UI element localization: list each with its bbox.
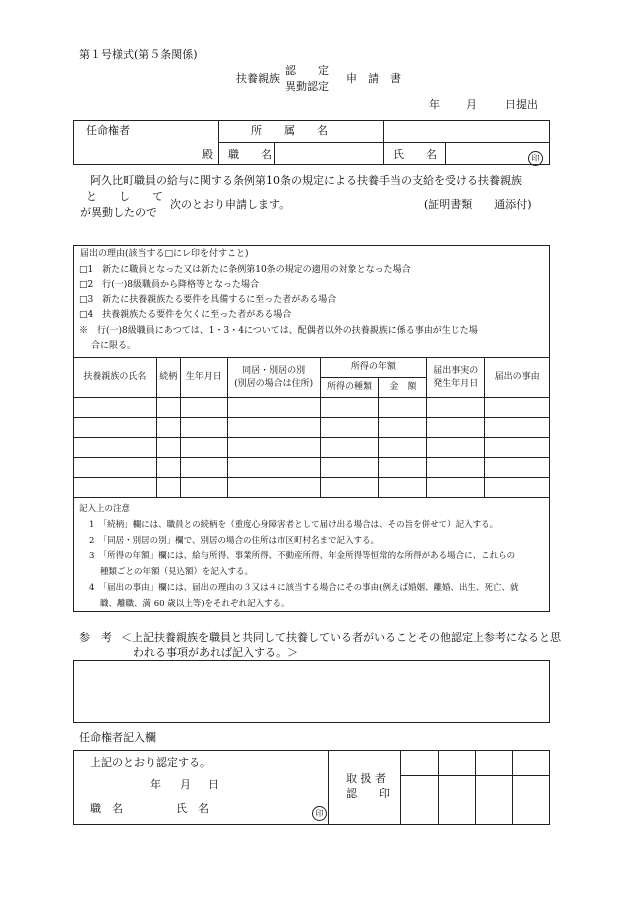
- col-header-fact-date: 届出事実の 発生年月日: [427, 358, 485, 398]
- title-prefix: 扶養親族: [236, 72, 280, 85]
- instruction-item-4: 4 「届出の事由」欄には、届出の理由の３又は４に該当する場合にその事由(例えば婚姻、離婚、出生、死亡、就: [89, 583, 519, 593]
- col-header-residence-main: 同居・別居の別: [242, 365, 306, 376]
- table-row[interactable]: [74, 398, 550, 418]
- remarks-box[interactable]: [73, 660, 550, 723]
- seal-icon: 印: [528, 146, 543, 166]
- col-header-reason: 届出の事由: [485, 358, 550, 398]
- instruction-item-2: 2 「同居・別居の別」欄で、別居の場合の住所は市区町村名まで記入する。: [89, 536, 379, 546]
- table-row[interactable]: [74, 438, 550, 458]
- reasons-note-line1: ※ 行(一)8級職員にあつては、1・3・4については、配偶者以外の扶養親族に係る事由が生じた場: [79, 326, 478, 336]
- handler-label: 取 扱 者: [346, 772, 386, 785]
- intro-option-changed: が異動したので: [80, 206, 157, 219]
- cert-year: 年: [150, 778, 161, 791]
- intro-option-as: と し て: [86, 190, 163, 203]
- intro-line1: 阿久比町職員の給与に関する条例第10条の規定による扶養手当の支給を受ける扶養親族: [90, 174, 522, 187]
- instruction-item-3: 3 「所得の年額」欄には、給与所得、事業所得、不動産所得、年金所得等恒常的な所得がある場合に、これらの: [89, 551, 516, 561]
- col-header-income: 所得の年額: [320, 358, 427, 378]
- col-header-birth: 生年月日: [180, 358, 227, 398]
- family-table: [73, 357, 550, 498]
- position-label: 職 名: [228, 148, 272, 161]
- remarks-text-line1: ＜上記扶養親族を職員と共同して扶養している者がいることその他認定上参考になると思: [121, 631, 561, 644]
- remarks-text-line2: われる事項があれば記入する。＞: [133, 646, 298, 659]
- affiliation-label: 所 属 名: [251, 124, 328, 137]
- appointer-section-heading: 任命権者記入欄: [79, 731, 156, 744]
- cert-name: 氏 名: [176, 802, 209, 815]
- reason-item-1[interactable]: □1 新たに職員となった又は新たに条例第10条の規定の適用の対象となった場合: [79, 265, 411, 275]
- table-row[interactable]: [74, 478, 550, 498]
- col-header-income-amount: 金 額: [379, 378, 427, 398]
- reason-item-4[interactable]: □4 扶養親族たる要件を欠くに至った者がある場合: [79, 310, 292, 320]
- col-header-name: 扶養親族の氏名: [74, 358, 157, 398]
- instruction-item-1: 1 「続柄」欄には、職員との続柄を（重度心身障害者として届け出る場合は、その旨を併せて）記入する。: [89, 520, 499, 530]
- cert-day: 日: [208, 778, 219, 791]
- title-option-change: 異動認定: [285, 80, 329, 93]
- reason-item-3[interactable]: □3 新たに扶養親族たる要件を具備するに至った者がある場合: [79, 295, 337, 305]
- instruction-item-3-cont: 種類ごとの年額（見込額）を記入する。: [100, 567, 254, 577]
- intro-line2: 次のとおり申請します。: [170, 198, 291, 211]
- title-suffix: 申 請 書: [346, 72, 401, 85]
- table-row[interactable]: [74, 458, 550, 478]
- honorific: 殿: [202, 148, 213, 161]
- reason-item-2[interactable]: □2 行(一)8級職員から降格等となった場合: [79, 280, 259, 290]
- handler-seal-label: 認 印: [346, 787, 390, 800]
- col-header-residence-sub: (別居の場合は住所): [234, 378, 314, 389]
- title-option-certify: 認 定: [285, 64, 329, 77]
- col-header-income-type: 所得の種類: [320, 378, 379, 398]
- instructions-heading: 記入上の注意: [79, 504, 131, 514]
- date-day-submitted: 日提出: [505, 98, 538, 111]
- appointer-label: 任命権者: [86, 124, 130, 137]
- cert-month: 月: [180, 778, 191, 791]
- reasons-heading: 届出の理由(該当する□にレ印を付すこと): [80, 249, 249, 259]
- date-month: 月: [466, 98, 477, 111]
- form-number: 第１号様式(第５条関係): [79, 48, 198, 61]
- certify-text: 上記のとおり認定する。: [90, 756, 211, 769]
- instruction-item-4-cont: 職、離職、満 60 歳以上等)をそれぞれ記入する。: [100, 599, 290, 609]
- col-header-relation: 続柄: [156, 358, 180, 398]
- col-header-residence: [227, 358, 320, 398]
- table-row[interactable]: [74, 418, 550, 438]
- intro-note: (証明書類 通添付): [424, 198, 532, 211]
- remarks-label: 参 考: [79, 631, 112, 644]
- cert-position: 職 名: [90, 802, 123, 815]
- cert-seal-icon: 印: [312, 801, 327, 821]
- name-label: 氏 名: [393, 148, 437, 161]
- reasons-note-line2: 合に限る。: [91, 341, 137, 351]
- date-year: 年: [429, 98, 440, 111]
